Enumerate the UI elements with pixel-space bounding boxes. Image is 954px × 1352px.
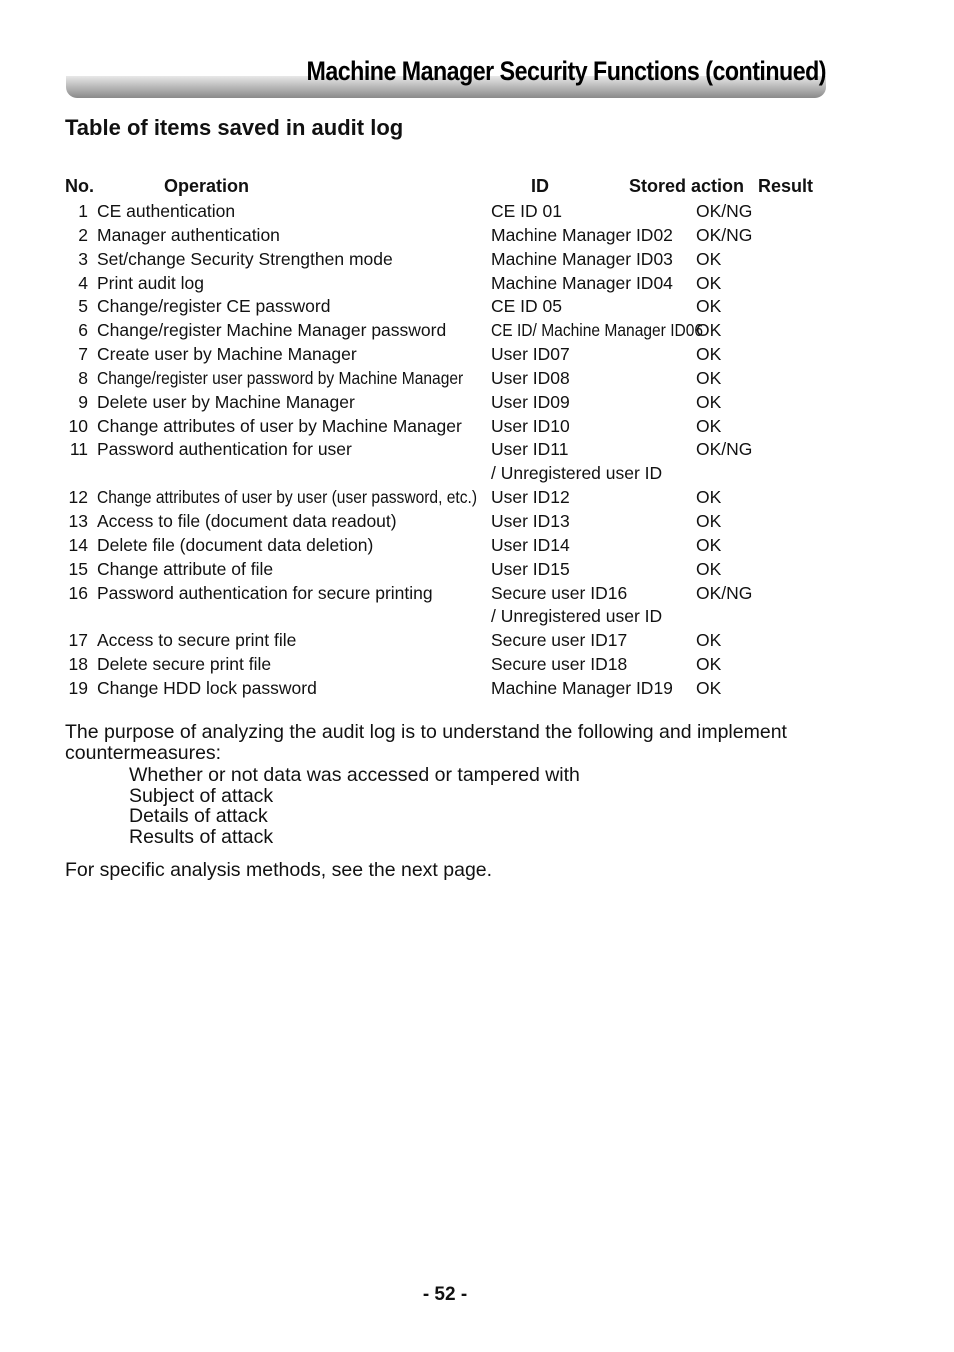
table-row — [0, 343, 954, 367]
row-number: 12 — [68, 487, 88, 508]
row-id: CE ID 01 — [491, 201, 562, 221]
row-id: CE ID/ Machine Manager ID06 — [491, 320, 704, 341]
section-title: Table of items saved in audit log — [65, 115, 404, 140]
row-operation: Change/register user password by Machine Manager — [97, 367, 464, 388]
row-number: 7 — [78, 344, 88, 365]
table-row — [0, 200, 954, 224]
table-row — [0, 605, 954, 629]
col-header-result: Result — [758, 176, 814, 196]
row-result: OK — [696, 654, 722, 675]
row-id: User ID11 — [491, 439, 569, 460]
row-number: 1 — [78, 201, 88, 221]
analysis-list-item: Subject of attack — [129, 784, 274, 807]
table-row — [0, 415, 954, 439]
row-number: 3 — [78, 248, 88, 269]
intro-paragraph: The purpose of analyzing the audit log is to understand the following and implement countermeasures: — [65, 721, 787, 764]
row-operation: Print audit log — [97, 272, 205, 293]
row-operation: Delete secure print file — [97, 654, 272, 675]
table-row — [0, 295, 954, 319]
table-row — [0, 653, 954, 677]
row-id: Secure user ID16 — [491, 582, 628, 603]
row-number: 2 — [78, 224, 88, 245]
analysis-list-item: Results of attack — [129, 825, 274, 848]
page-title: Machine Manager Security Functions (continued) — [306, 56, 826, 86]
table-row — [0, 677, 954, 701]
analysis-list — [129, 765, 580, 847]
table-row — [0, 367, 954, 391]
row-result: OK/NG — [696, 439, 753, 460]
audit-log-table — [0, 200, 954, 701]
table-row — [0, 319, 954, 343]
row-id: Secure user ID17 — [491, 630, 628, 651]
row-result: OK — [696, 630, 722, 651]
row-result: OK — [696, 272, 722, 293]
row-id: User ID09 — [491, 391, 570, 412]
row-id: Machine Manager ID19 — [491, 677, 673, 698]
row-operation: CE authentication — [97, 201, 236, 221]
table-row — [0, 391, 954, 415]
row-result: OK — [696, 677, 722, 698]
row-number: 17 — [68, 630, 88, 651]
row-operation: Change HDD lock password — [97, 677, 317, 698]
row-result: OK — [696, 558, 722, 579]
row-number: 9 — [78, 391, 88, 412]
table-row — [0, 224, 954, 248]
table-row — [0, 486, 954, 510]
row-operation: Create user by Machine Manager — [97, 344, 357, 365]
row-id: Machine Manager ID03 — [491, 248, 673, 269]
analysis-list-item: Details of attack — [129, 805, 268, 827]
row-operation: Delete file (document data deletion) — [97, 534, 374, 555]
row-result: OK/NG — [696, 201, 753, 221]
row-id: Machine Manager ID02 — [491, 224, 673, 245]
header-banner — [66, 52, 826, 100]
row-id: User ID15 — [491, 558, 570, 579]
row-number: 15 — [68, 558, 88, 579]
row-number: 10 — [68, 415, 88, 436]
row-result: OK — [696, 391, 722, 412]
row-operation: Access to secure print file — [97, 630, 297, 651]
row-id: CE ID 05 — [491, 296, 562, 317]
table-row — [0, 510, 954, 534]
row-operation: Change/register Machine Manager password — [97, 320, 447, 341]
row-result: OK — [696, 367, 722, 388]
row-number: 16 — [68, 582, 88, 603]
row-number: 4 — [78, 272, 88, 293]
row-number: 11 — [69, 439, 88, 460]
col-header-stored-action: Stored action — [629, 176, 745, 196]
table-row — [0, 534, 954, 558]
page-number: - 52 - — [422, 1284, 468, 1305]
col-header-id: ID — [531, 176, 549, 196]
row-operation: Access to file (document data readout) — [97, 510, 397, 531]
row-id: User ID14 — [491, 534, 570, 555]
row-operation: Change/register CE password — [97, 296, 331, 317]
row-id: / Unregistered user ID — [491, 463, 663, 484]
row-id: Machine Manager ID04 — [491, 272, 673, 293]
row-number: 14 — [68, 534, 88, 555]
row-id: User ID08 — [491, 367, 570, 388]
row-result: OK — [696, 510, 722, 531]
row-operation: Change attribute of file — [97, 558, 274, 579]
table-row — [0, 582, 954, 606]
row-id: User ID10 — [491, 415, 570, 436]
table-row — [0, 272, 954, 296]
row-result: OK — [696, 415, 722, 436]
row-operation: Password authentication for user — [97, 439, 352, 460]
row-id: Secure user ID18 — [491, 654, 628, 675]
table-row — [0, 248, 954, 272]
row-result: OK — [696, 320, 722, 341]
row-id: User ID13 — [491, 510, 570, 531]
table-row — [0, 558, 954, 582]
row-operation: Set/change Security Strengthen mode — [97, 248, 393, 269]
row-result: OK — [696, 344, 722, 365]
row-number: 5 — [78, 296, 88, 317]
row-result: OK — [696, 296, 722, 317]
row-number: 19 — [68, 677, 88, 698]
row-result: OK — [696, 487, 722, 508]
row-operation: Password authentication for secure printing — [97, 582, 433, 603]
row-operation: Change attributes of user by Machine Manager — [97, 415, 462, 436]
row-operation: Change attributes of user by user (user password, etc.) — [97, 487, 478, 508]
row-id: User ID07 — [491, 344, 570, 365]
row-number: 8 — [78, 367, 88, 388]
table-row — [0, 629, 954, 653]
analysis-list-item: Whether or not data was accessed or tampered with — [129, 764, 580, 786]
table-row — [0, 438, 954, 462]
row-operation: Delete user by Machine Manager — [97, 391, 355, 412]
row-result: OK — [696, 534, 722, 555]
row-number: 18 — [68, 654, 88, 675]
row-id: / Unregistered user ID — [491, 606, 663, 627]
outro-paragraph: For specific analysis methods, see the next page. — [65, 859, 493, 881]
row-number: 6 — [78, 320, 88, 341]
col-header-operation: Operation — [164, 176, 250, 196]
row-id: User ID12 — [491, 487, 570, 508]
row-result: OK/NG — [696, 224, 753, 245]
row-number: 13 — [68, 510, 88, 531]
table-row — [0, 462, 954, 486]
col-header-no: No. — [65, 176, 94, 196]
row-result: OK — [696, 248, 722, 269]
row-operation: Manager authentication — [97, 224, 280, 245]
row-result: OK/NG — [696, 582, 753, 603]
